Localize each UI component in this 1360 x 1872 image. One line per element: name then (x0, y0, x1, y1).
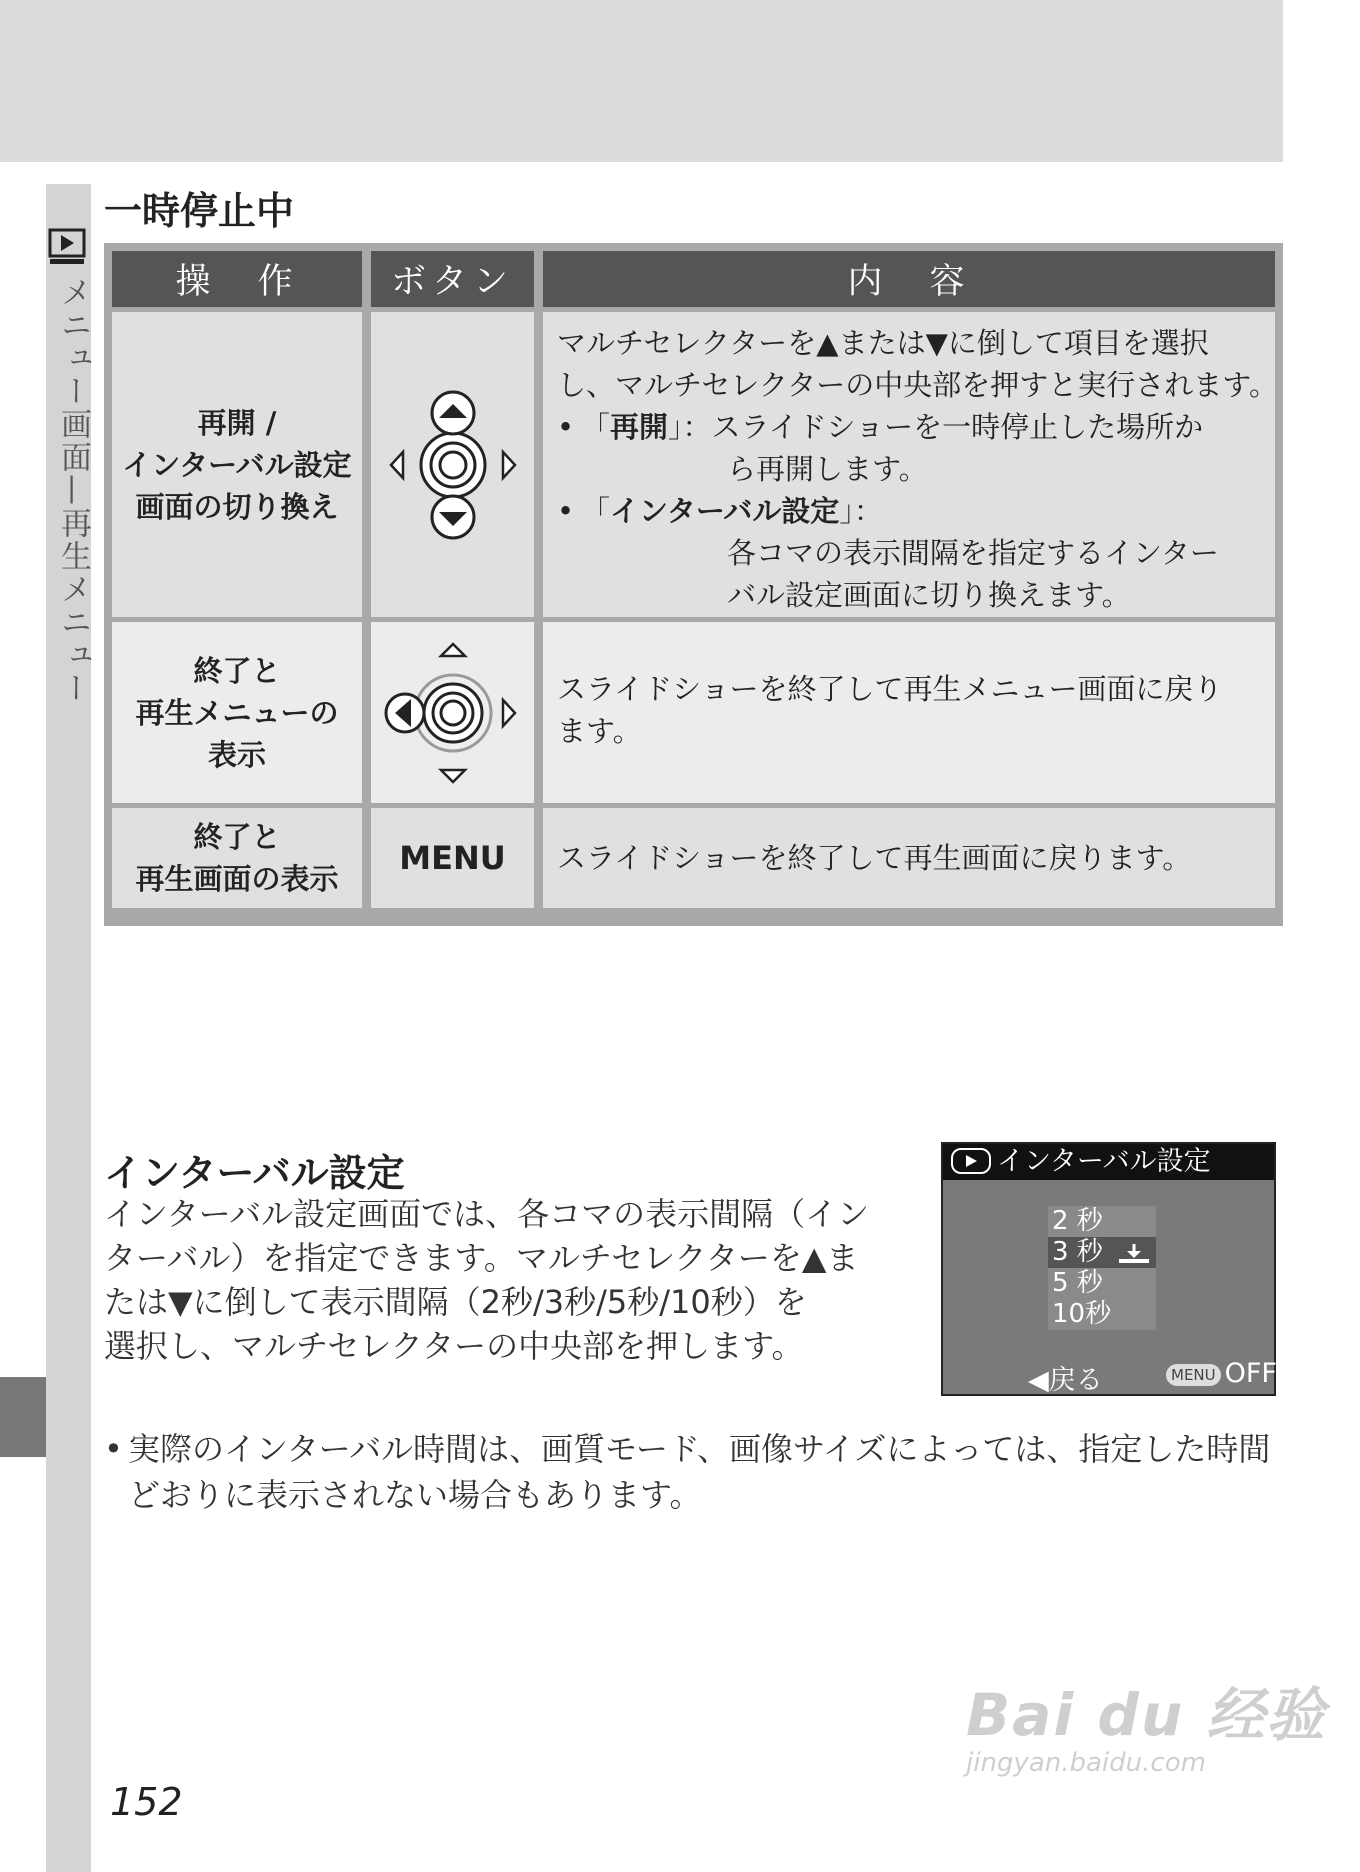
note-line: どおりに表示されない場合もあります。 (128, 1476, 702, 1514)
table-row-1-content (543, 312, 1278, 617)
table-row-3-button: MENU (371, 808, 534, 908)
lcd-off-label: OFF (1224, 1358, 1277, 1389)
content-line: マルチセレクターを▲または▼に倒して項目を選択 (557, 326, 1209, 360)
header-button: ボタン (371, 251, 534, 307)
content-line: スライドショーを終了して再生画面に戻ります。 (557, 841, 1192, 875)
bullet-mark: • (557, 410, 575, 444)
bracket-open: 「 (581, 494, 611, 528)
paragraph-line: たは▼に倒して表示間隔（2秒/3秒/5秒/10秒）を (104, 1283, 807, 1321)
label-line: 再開 / (197, 405, 277, 440)
lcd-menu-off (1166, 1358, 1277, 1389)
interval-title: インターバル設定 (104, 1151, 405, 1195)
label-line: 再生メニューの (135, 695, 339, 730)
bracket-open: 「 (581, 410, 611, 444)
bullet-text: ら再開します。 (727, 452, 928, 486)
camera-lcd-screen (941, 1142, 1276, 1396)
note (104, 1426, 1284, 1518)
interval-option[interactable]: 5 秒 (1052, 1268, 1103, 1298)
content-line: ます。 (557, 714, 642, 748)
content-line: し、マルチセレクターの中央部を押すと実行されます。 (557, 368, 1278, 402)
operations-table (104, 243, 1283, 926)
label-line: 表示 (207, 737, 266, 772)
option-label: 3 秒 (1052, 1237, 1103, 1267)
interval-paragraph (104, 1192, 924, 1368)
interval-option[interactable]: 2 秒 (1052, 1206, 1103, 1236)
bullet-key: インターバル設定 (610, 494, 840, 528)
watermark (966, 1668, 1326, 1778)
bullet-text: スライドショーを一時停止した場所か (711, 410, 1204, 444)
bullet-item (557, 406, 1261, 448)
paragraph-line: インターバル設定画面では、各コマの表示間隔（イン (104, 1195, 870, 1233)
multi-selector-left-icon (383, 638, 523, 788)
bracket-close: 」： (668, 410, 712, 444)
selected-marker-icon (1117, 1242, 1151, 1264)
header-band (0, 0, 1283, 162)
sidebar-tab (0, 1377, 46, 1457)
bracket-close: 」： (839, 494, 883, 528)
bullet-text: 各コマの表示間隔を指定するインター (727, 536, 1219, 570)
paragraph-line: 選択し、マルチセレクターの中央部を押します。 (104, 1327, 804, 1365)
playback-icon (951, 1148, 991, 1174)
multi-selector-up-down-icon (383, 390, 523, 540)
interval-options (1048, 1206, 1156, 1330)
header-content: 内 容 (543, 251, 1275, 307)
playback-icon (48, 228, 86, 266)
table-row-2-button (371, 622, 534, 803)
page-number: 152 (110, 1780, 183, 1824)
label-line: 終了と (193, 820, 281, 854)
sidebar-label: メニュー画面—再生メニュー (55, 276, 91, 705)
lcd-back: ◀戻る (1028, 1365, 1103, 1396)
table-row-2-content (543, 622, 1275, 803)
table-row-2-label (112, 622, 362, 803)
table-row-1-button (371, 312, 534, 617)
label-line: 画面の切り換え (135, 489, 339, 524)
bullet-mark: • (557, 494, 575, 528)
menu-button-icon: MENU (1166, 1364, 1221, 1386)
label-line: 終了と (193, 653, 281, 688)
bullet-text: バル設定画面に切り換えます。 (727, 578, 1131, 612)
lcd-header (943, 1144, 1274, 1180)
label-line: 再生画面の表示 (135, 862, 339, 896)
table-row-3-label (112, 808, 362, 908)
watermark-site: jingyan.baidu.com (966, 1748, 1206, 1778)
content-line: スライドショーを終了して再生メニュー画面に戻り (557, 672, 1223, 706)
note-text: 実際のインターバル時間は、画質モード、画像サイズによっては、指定した時間 (128, 1430, 1271, 1468)
interval-option[interactable]: 10秒 (1052, 1299, 1112, 1329)
bullet-mark: • (104, 1430, 123, 1468)
bullet-item (557, 490, 1261, 532)
label-line: インターバル設定 (122, 447, 352, 482)
section-title: 一時停止中 (104, 189, 295, 233)
paragraph-line: ターバル）を指定できます。マルチセレクターを▲ま (104, 1239, 859, 1277)
bullet-key: 再開 (610, 410, 669, 444)
watermark-brand: Bai du 经验 (966, 1681, 1327, 1749)
table-row-3-content (543, 808, 1275, 908)
note-line (104, 1426, 1284, 1472)
lcd-title: インターバル設定 (997, 1146, 1211, 1177)
interval-option-selected[interactable] (1048, 1237, 1156, 1268)
header-operation: 操 作 (112, 251, 362, 307)
table-row-1-label (112, 312, 362, 617)
